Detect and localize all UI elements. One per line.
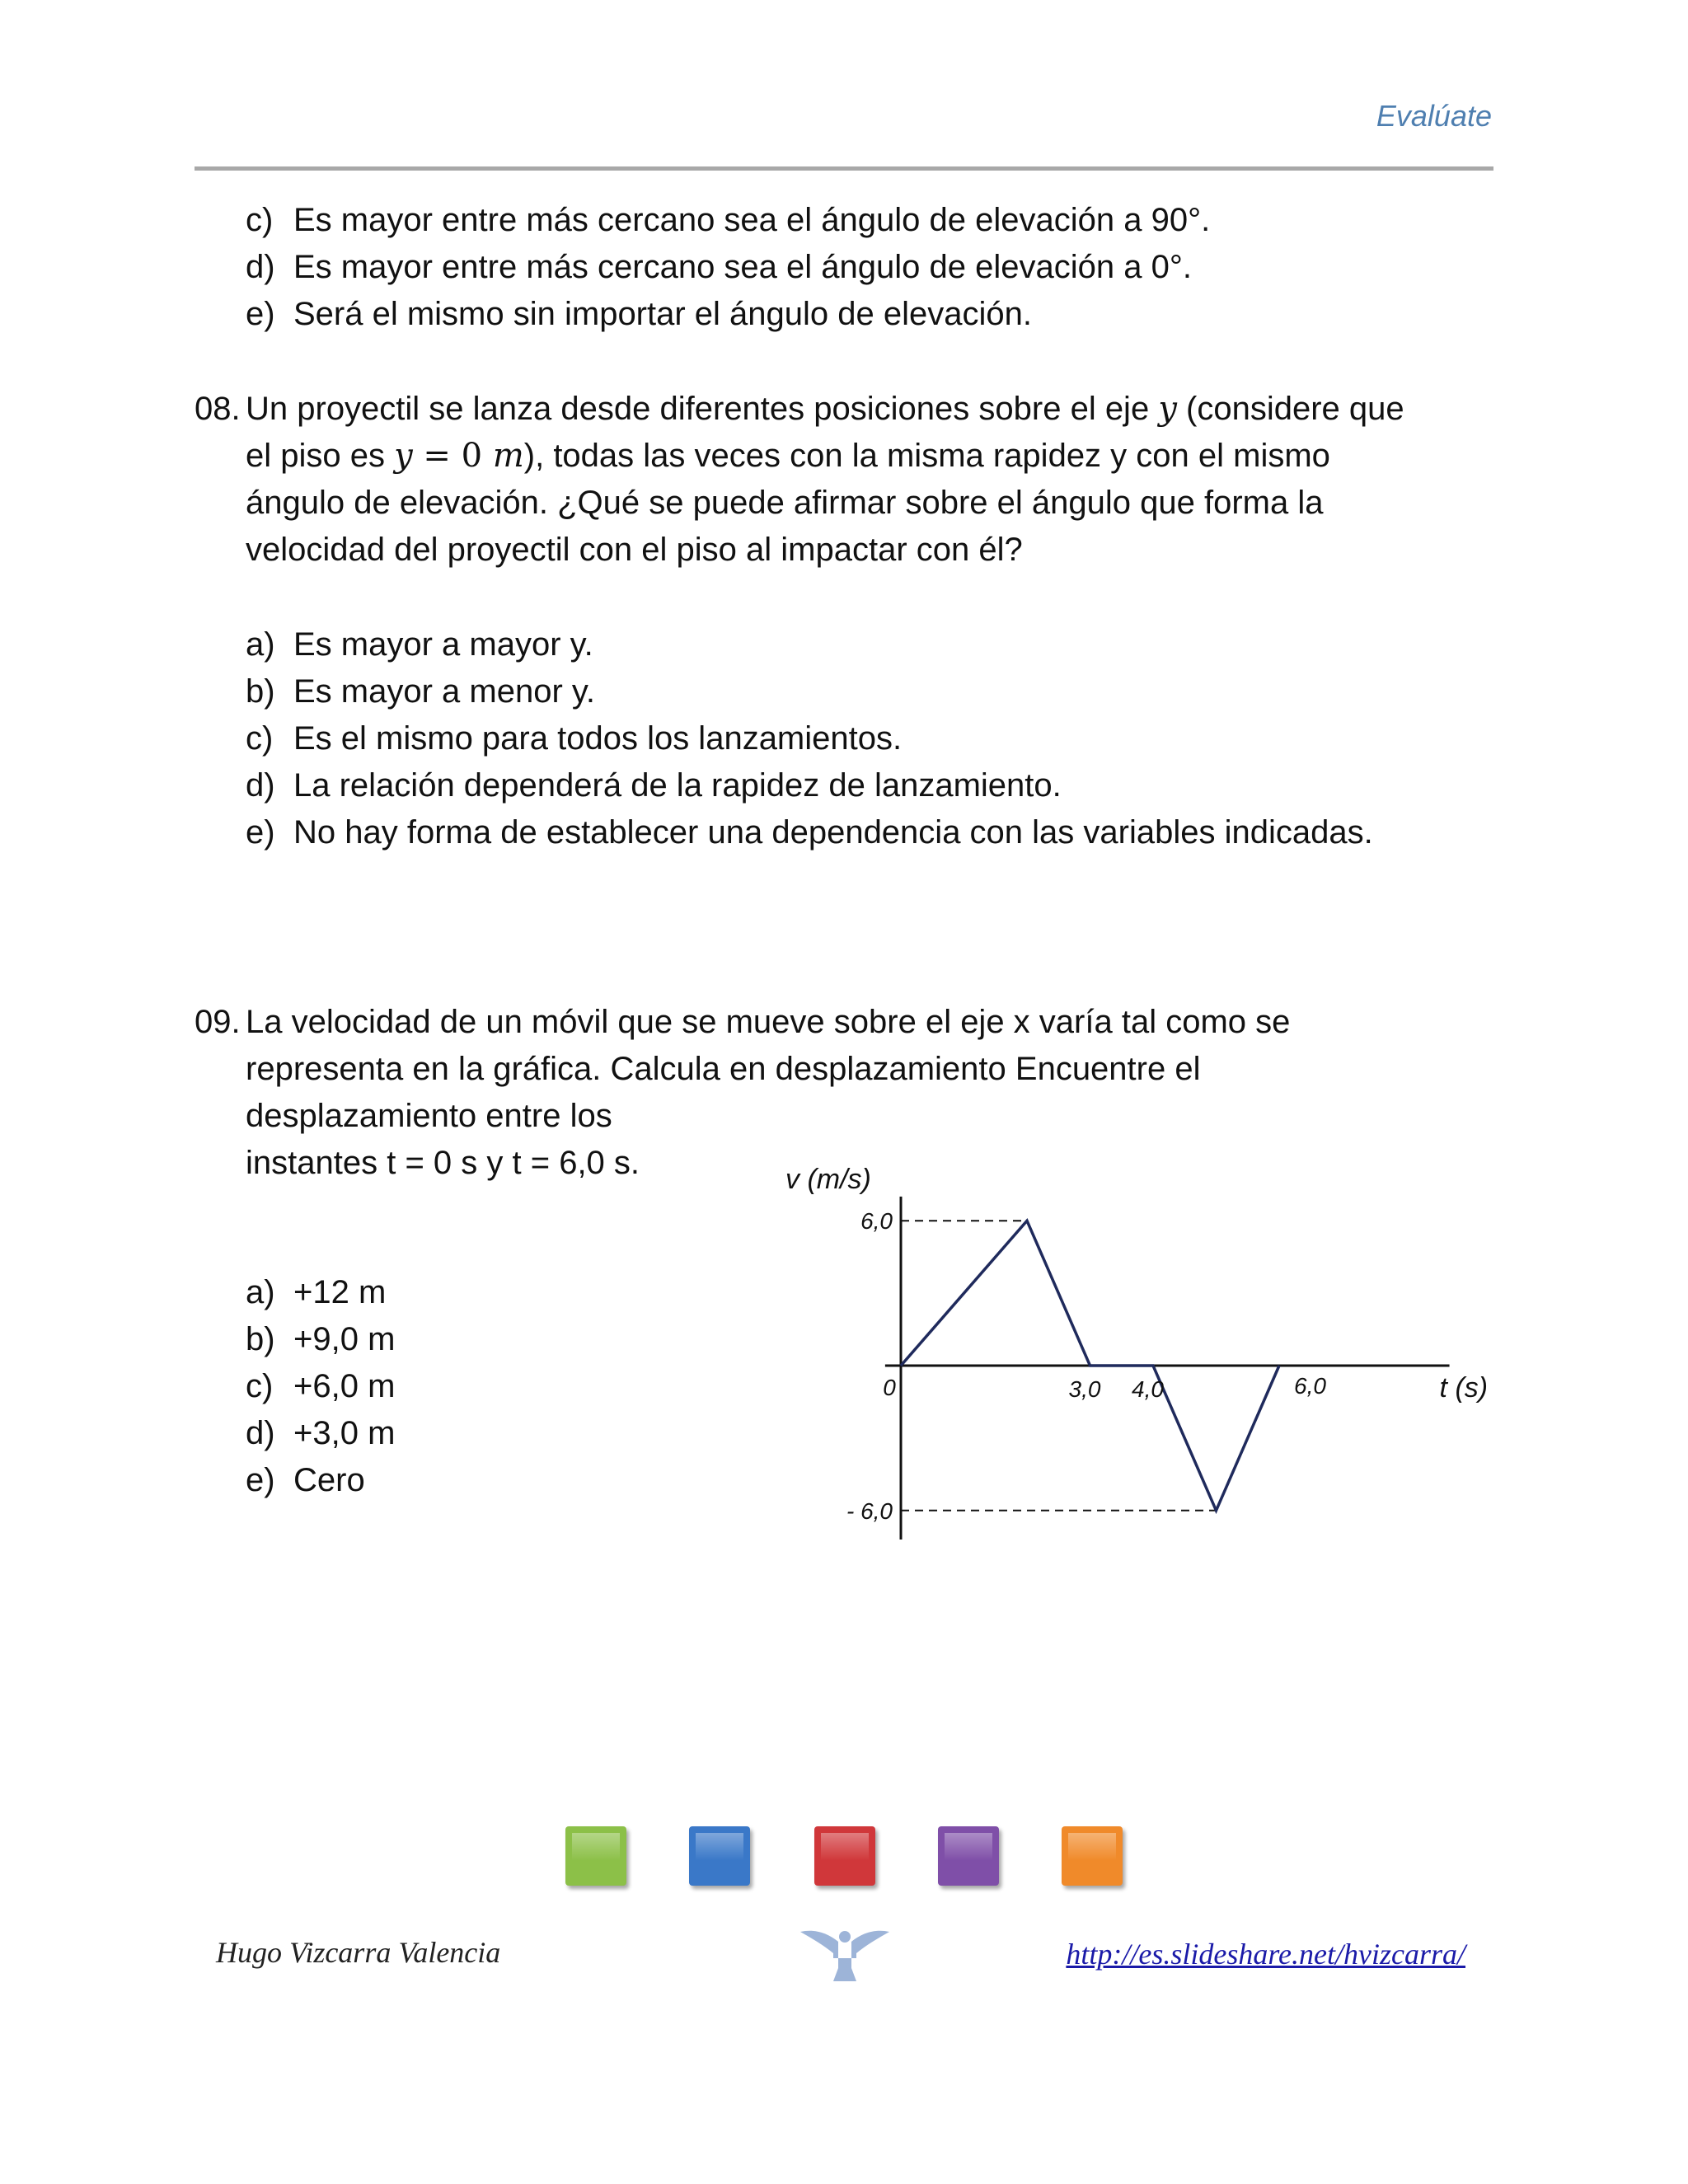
q08-number: 08.	[195, 391, 241, 427]
q08-statement-line-3: ángulo de elevación. ¿Qué se puede afirmar sobre el ángulo que forma la	[246, 485, 1324, 521]
q08-option-b: b) Es mayor a menor y.	[246, 673, 596, 710]
y-tick-label: 6,0	[860, 1208, 893, 1235]
x-tick-label: 6,0	[1294, 1373, 1326, 1399]
q09-option-d: d) +3,0 m	[246, 1415, 396, 1451]
footer-author: Hugo Vizcarra Valencia	[216, 1936, 501, 1969]
q08-statement-line-2: el piso es y = 0 m), todas las veces con la misma rapidez y con el mismo	[246, 437, 1330, 475]
q09-statement-line-3: desplazamiento entre los	[246, 1098, 612, 1134]
x-tick-label: 0	[883, 1375, 896, 1400]
color-swatch	[814, 1826, 875, 1886]
color-swatch	[689, 1826, 750, 1886]
q09-number: 09.	[195, 1004, 241, 1040]
x-axis-title: t (s)	[1439, 1372, 1489, 1404]
q08-option-d: d) La relación dependerá de la rapidez de lanzamiento.	[246, 767, 1062, 804]
color-swatch-highlight	[821, 1833, 869, 1879]
q09-option-a: a) +12 m	[246, 1274, 387, 1310]
q08-statement-line-4: velocidad del proyectil con el piso al impactar con él?	[246, 532, 1023, 568]
q08-option-a: a) Es mayor a mayor y.	[246, 626, 593, 663]
color-swatch	[938, 1826, 999, 1886]
color-swatch-highlight	[945, 1833, 992, 1879]
q07-option-c: c) Es mayor entre más cercano sea el ángulo de elevación a 90°.	[246, 202, 1211, 238]
q09-option-c: c) +6,0 m	[246, 1368, 396, 1404]
y-tick-label: - 6,0	[846, 1497, 893, 1524]
q07-option-e: e) Será el mismo sin importar el ángulo de elevación.	[246, 296, 1032, 332]
y-axis-title: v (m/s)	[785, 1163, 871, 1195]
page-header-title: Evalúate	[1376, 99, 1492, 133]
q08-option-c: c) Es el mismo para todos los lanzamientos.	[246, 720, 903, 757]
chart-axes	[885, 1197, 1450, 1540]
color-swatch	[565, 1826, 626, 1886]
color-swatch-highlight	[572, 1833, 620, 1879]
q08-statement-line-1: Un proyectil se lanza desde diferentes posiciones sobre el eje y (considere que	[246, 390, 1404, 428]
color-swatch-highlight	[1068, 1833, 1116, 1879]
q09-option-e: e) Cero	[246, 1462, 365, 1498]
chart-labels	[785, 1164, 1488, 1524]
q07-option-d: d) Es mayor entre más cercano sea el ángulo de elevación a 0°.	[246, 249, 1192, 285]
q08-option-e: e) No hay forma de establecer una dependencia con las variables indicadas.	[246, 814, 1373, 851]
x-tick-label: 3,0	[1068, 1376, 1101, 1402]
footer-slideshare-link[interactable]: http://es.slideshare.net/hvizcarra/	[1066, 1938, 1465, 1971]
x-tick-label: 4,0	[1132, 1376, 1164, 1402]
q09-statement-line-1: La velocidad de un móvil que se mueve sobre el eje x varía tal como se	[246, 1004, 1291, 1040]
q09-statement-line-4: instantes t = 0 s y t = 6,0 s.	[246, 1145, 640, 1181]
q09-statement-line-2: representa en la gráfica. Calcula en desplazamiento Encuentre el	[246, 1051, 1201, 1087]
q09-option-b: b) +9,0 m	[246, 1321, 396, 1357]
footer-emblem-icon	[795, 1920, 894, 1986]
color-swatch-highlight	[696, 1833, 743, 1879]
color-swatch	[1062, 1826, 1123, 1886]
